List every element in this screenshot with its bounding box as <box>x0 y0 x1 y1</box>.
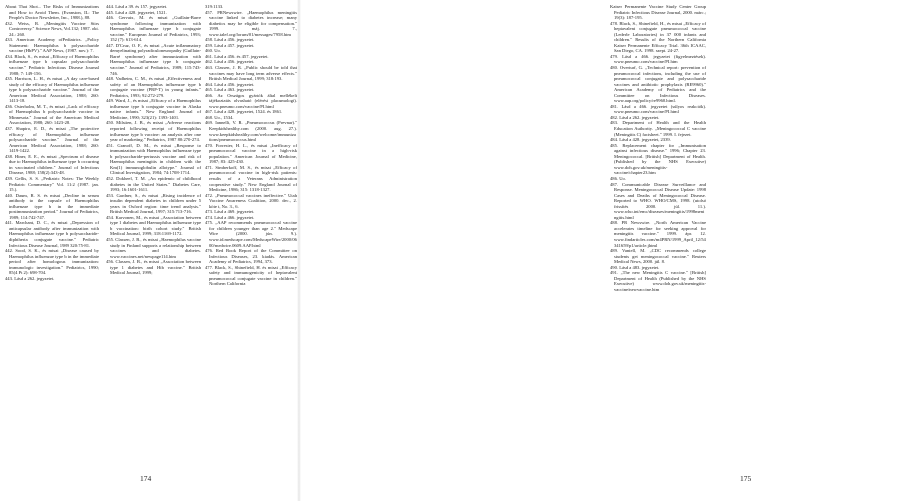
reference-entry: 476. Red Book Report of the Committee on Infectious Diseases, 23. kiadás. American Academy of Pediatrics, 1994, 373. <box>205 248 297 265</box>
reference-entry: About That Shot... The Risks of Immunizations and How to Avoid Them. (Evanston, IL: The People's Doctor Newsletter, Inc., 1988.), 88. <box>5 4 99 21</box>
reference-entry: 471. Simberkoff, M. S., és mtsai „Efficacy of pneumococcal vaccine in high-risk patients: results of a Veterans Administration cooperative study." New England Journal of Medicine, 1986; 315: 1318-1327. <box>205 164 297 193</box>
reference-entry: 474. Lásd a 466. jegyzetet. <box>205 214 255 220</box>
reference-entry: 432. Weiss, R. „Meningitis Vaccine Stirs Controversy." Science News, Vol.132; 1987. okt. 24.: 260. <box>5 20 99 37</box>
reference-entry: 436. Osterholm, M. T., és mtsai „Lack of efficacy of Haemophilus b polysaccharide vaccine in Minnesota." Journal of the American Medical Association, 1988; 260: 1423-28. <box>5 103 99 126</box>
reference-entry: 440. Daum, R. S. és mtsai „Decline in serum antibody to the capsule of Haemophilus influenzae type b in the immediate postimmunization period." Journal of Pediatrics, 1989; 114:742-747. <box>5 192 99 220</box>
reference-entry: 479. Lásd a 466. jegyzetet (figyelmeztések). www.pneumo.com/vaccine/PI.htm <box>610 53 706 65</box>
reference-entry: 472. „Pneumococcal vaccines ineffective." Utah Vaccine Awareness Coalition, 2000. dec., 2. köte t, No. 3., 6. <box>205 192 297 209</box>
reference-entry: 484. Lásd a 428. jegyzetet, 2339. <box>610 137 671 143</box>
reference-entry: 449. Ward, J., és mtsai „Efficacy of a Haemophilus influenzae type b conjugate vaccine in Alaska native infants." New England Journal of Medicine, 1990; 323(21): 1393-1401. <box>106 98 201 120</box>
reference-entry: 490. Lásd a 483. jegyzetet. <box>610 264 660 270</box>
reference-entry: 463. Classen, J. B. „Public should be told that vaccines may have long term adverse effects." British Medical Journal, 1999; 318:193. <box>205 65 297 82</box>
reference-entry: 446. Gervaix, M. és mtsai „Guillain-Barre syndrome following immunization with Haemophilus influenzae type b conjugate vaccine." European Journal of Pediatrics, 1993; 152 (7): 613-614. <box>106 15 201 43</box>
reference-entry: 434. Black, S., és mtsai „Efficacy of Haemophilus influenzae type b capsular polysaccharide vaccine." Pediatric Infectious Disease Journal 1988; 7: 149-156. <box>5 53 99 76</box>
reference-column <box>806 4 898 464</box>
reference-entry: 458. Lásd a 456. jegyzetet. <box>205 37 255 43</box>
reference-entry: 469. Iannelli, V. R. „Pneumococcus (Prevnar)." Keepkidshealthy.com (2000. aug. 27.). www.keepkidshealthy.com/welcome/immunizations/pneumococcus.html <box>205 120 297 143</box>
reference-entry: 456. Classen, J. B., és mtsai „Association between type 1 diabetes and Hib vaccine." British Medical Journal, 1999; <box>106 259 201 276</box>
reference-entry: 451. Granoff, D. M., és mtsai „Response to immunization with Haemophilus influenzae type b polysaccharide-pertussis vaccine and risk of Haemophilus meningitis in children with the Km(1) immunoglobulin allotype." Journal of Clinical Investigation, 1984; 74:1708-1714. <box>106 142 201 176</box>
reference-entry: 445. Lásd a 428. jegyzetet, 1521. <box>106 9 167 15</box>
page-number: 174 <box>140 474 152 483</box>
reference-column <box>708 4 803 464</box>
reference-entry: Kaiser Permanente Vaccine Study Center Group Pediatric Infectious Disease Journal, 2000. márc.; 19(3): 187-195. <box>610 4 706 21</box>
page-174 <box>0 0 298 501</box>
reference-entry: 438. Hiner, E. E., és mtsai „Spectrum of disease due to Haemophilus influenzae type b occurring in vaccinated children." Journal of Infectious Disease, 1988; 158(2):343-48. <box>5 153 99 176</box>
reference-entry: 473. Lásd a 469. jegyzetet. <box>205 209 255 215</box>
reference-entry: 485. Replacement chapter for „Immunisation against infectious disease." 1996; Chapter 23. Meningococcal. [British] Department of Health. (Published by the NHS Executive) www.doh.gov.uk/meningitis-vaccine/chapter23.htm <box>610 142 706 176</box>
reference-column <box>610 4 706 464</box>
reference-entry: 437. Shapiro, E. D., és mtsai „The protective efficacy of Haemophilus influenzae polysaccharide vaccine." Journal of the American Medical Association, 1988; 260: 1419-1422. <box>5 126 99 154</box>
reference-entry: 489. Vaniell, M. „CDC recommends college students get meningococcal vaccine." Reuters Medical News, 2000. júl. 8. <box>610 248 706 265</box>
reference-entry: 461. Lásd a 456. és 457. jegyzetet. <box>205 53 269 59</box>
page-number: 175 <box>740 474 752 483</box>
reference-entry: 454. Karvonen, M., és mtsai „Association between type 1 diabetes and Haemophilus influenzae type b vaccination: birth cohort study." British Medical Journal, 1999; 318:1169-1172. <box>106 214 201 237</box>
reference-entry: 465. Lásd a 463. jegyzetet. <box>205 87 255 93</box>
reference-entry: 480. Overturf, G. „Technical report: prevention of pneumococcal infections, including the use of pneumococcal conjugate and polysaccharide vaccines and antibiotic prophylaxis (RE9960)." American Academy of Pediatrics and the Committee on Infectious Diseases. www.aap.org/policy/re9960.html. <box>610 65 706 104</box>
reference-entry: 491. „The new Meningitis C vaccine." [British] Department of Health (Published by the NHS Executive) www.doh.gov.uk/meningitis-vaccine/newvaccine.htm <box>610 270 706 292</box>
reference-entry: 464. Lásd a 456. jegyzetet. <box>205 81 255 87</box>
reference-entry: 483. Department of Health and the Health Education Authority. „Meningococcal C vaccine (Meningitis C) factsheet." 1999. I. fejezet. <box>610 120 706 137</box>
reference-entry: 444. Lásd a 39. és 157. jegyzetet. <box>106 4 168 9</box>
reference-entry: 439. Gellis, S. S. „Pediatric Notes: The Weekly Pediatric Commentary" Vol. 11:2 (1987. jan. 15.). <box>5 175 99 193</box>
reference-entry: 433. American Academy ofPediatrics. „Policy Statement: Haemophilus b polysaccharide vaccine (HbPV)." AAP News, (1987. nov.): 7. <box>5 37 99 54</box>
reference-entry: 457. PRNewswire. „Haemophilus meningitis vaccine linked to diabetes increase; many diabetics may be eligible for compensation." 1999. máj. 7., www.talef.org/forum/01/messages/7958.htm <box>205 9 297 37</box>
reference-column <box>5 4 99 464</box>
reference-entry: 435. Harrison, L. H., és mtsai „A day care-based study of the efficacy of Haemophilus influenzae type b polysaccharide vaccine." Journal of the American Medical Association, 1988; 260: 1413-18. <box>5 76 99 104</box>
reference-entry: 487. Communicable Disease Surveillance and Response. Meningococcal Disease Update: 1998 Cases and Deaths of Meningococcal Disease. Reported to WHO. WHO/CMS, 1998. (utolsó frissítés 2000. júl. 11.). www.who.int/emc/diseases/meningitis/1998meningitis.html <box>610 181 706 220</box>
reference-entry: 475. „AAP recommends pneumococcal vaccine for children younger than age 2." Medscape Wire (2000. jún. 9.). www.id.medscape.com/MedscapeWire/2000/0600/medwire.0609.AAP.html <box>205 220 297 248</box>
reference-entry: 478. Black, S., Shinefield, H., és mtsai „Efficacy of heptavalent conjugate pneumococcal vaccine (Lederle Laboratories) in 37 000 infants and children." Results of the Northern California Kaiser Permanente Efficacy Trial. 36th ICAAC, San Diego, CA. 1998. szept. 24-27. <box>610 20 706 54</box>
reference-entry: 455. Classen, J. B., és mtsai „Haemophilus vaccine study in Finland supports a relationship between vaccines and diabetes. www.vaccines.net/newpage114.htm <box>106 236 201 259</box>
reference-entry: 450. Milstien, J. B., és mtsai „Adverse reactions reported following receipt of Haemophilus influenzae type b vaccine: an analysis after one year of marketing." Pediatrics, 1987 80:270-274. <box>106 120 201 143</box>
reference-entry: 467. Lásd a 428. jegyzetet, 1524. és 1861. <box>205 109 283 115</box>
reference-entry: 441. Marchant, D. C., és mtsai „Depression of anticapsular antibody after immunization with Haemophilus influenzae type b polysaccharide-diphtheria conjugate vaccine." Pediatric Infectious Disease Journal, 1989 320:75-81. <box>5 220 99 248</box>
reference-entry: 482. Lásd a 262. jegyzetet. <box>610 114 660 120</box>
reference-entry: 462. Lásd a 456. jegyzetet. <box>205 59 255 65</box>
reference-entry: 481. Lásd a 466. jegyzetet (súlyos reakciók). www.pneumo.com/vaccine/PI.html <box>610 103 706 115</box>
reference-entry: 452. Dokheel, T. M. „An epidemic of childhood diabetes in the United States." Diabetes Care, 1993; 16:1601-1611. <box>106 175 201 193</box>
reference-entry: 488. PR Newswire. „North American Vaccine accelerates timeline for seeking approval for meningitis vaccine." 1999. ápr. 12. www.findarticles.com/m4PRN/1999_April_12/54341659/p1/article.jhtml <box>610 220 706 248</box>
reference-entry: 477. Black, S., Shinefield, H. és mtsai „Efficacy safety and immunogenicity of heptavalent pneumococcal conjugate vaccine in children." Northern California <box>205 264 297 287</box>
reference-entry: 442. Sood, S. K., és mtsai „Disease caused by Haemophilus influenzae type b in the immediate period after homologous immunization: immunologic investigation." Pediatrics, 1990; 85(4 Pt 2): 698-704. <box>5 248 99 276</box>
reference-entry: 453. Gardner, S., és mtsai „Rising incidence of insulin dependent diabetes in children under 5 years in Oxford region: time trend analysis." British Medical Journal, 1997; 315:713-716. <box>106 192 201 215</box>
reference-entry: 319:1133. <box>205 4 224 9</box>
reference-entry: 468. Uo., 1534. <box>205 114 234 120</box>
reference-column <box>106 4 201 464</box>
reference-entry: 459. Lásd a 457. jegyzetet. <box>205 42 255 48</box>
page-175 <box>300 0 752 501</box>
reference-entry: 470. Forrester, H. L., és mtsai „Inefficacy of pneumococcal vaccine in a high-risk population." American Journal of Medicine, 1987; 83: 425-430. <box>205 142 297 165</box>
reference-entry: 447. D'Cruz, O. F., és mtsai „Acute inflammatory demyelinating polyradiculoneuropathy (Guillain-Barré syndrome) after immunization with Haemophilus influenzae type b conjugate vaccine." Journal of Pediatrics, 1989; 115:743-746. <box>106 42 201 76</box>
reference-entry: 443. Lásd a 262. jegyzetet. <box>5 275 55 281</box>
reference-entry: 448. Vadheim, C. M., és mtsai „Effectiveness and safety of an Haemophilus influenzae type b conjugate vaccine (PRP-T) in young infants." Pediatrics, 1993; 92:272-279. <box>106 76 201 98</box>
reference-column <box>205 4 297 464</box>
reference-entry: 460. Uo. <box>205 48 221 54</box>
reference-entry: 466. Az Országos gyártók által mellékelt tájékoztatás olvasható (elérési placumologi). www.pneumo.com/vaccine/PI.html <box>205 92 297 109</box>
reference-entry: 486. Uo. <box>610 175 626 181</box>
